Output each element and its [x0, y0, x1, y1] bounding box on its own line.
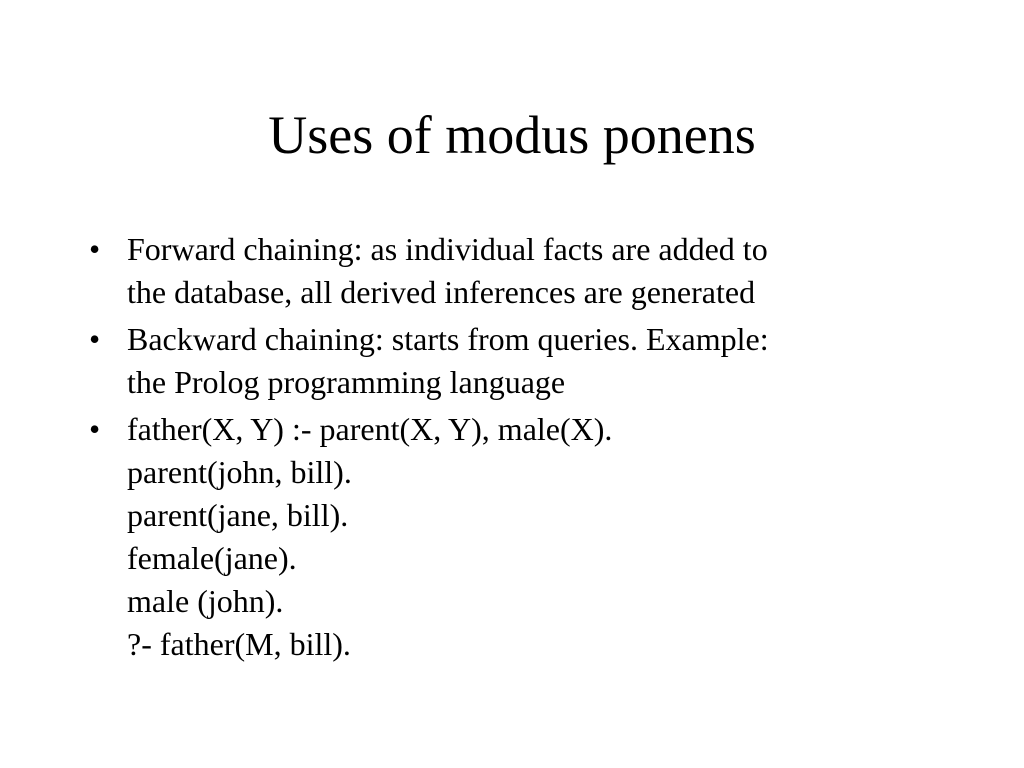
bullet-item-prolog-example [89, 408, 969, 666]
bullet-text-line: the Prolog programming language [127, 364, 566, 400]
bullet-icon: • [89, 411, 101, 447]
slide-title: Uses of modus ponens [268, 105, 756, 165]
bullet-text-line: Backward chaining: starts from queries. Example: [127, 321, 769, 357]
bullet-item-forward-chaining [89, 228, 969, 314]
bullet-item-backward-chaining [89, 318, 969, 404]
prolog-fact-line: parent(jane, bill). [127, 497, 349, 533]
prolog-fact-line: male (john). [127, 583, 284, 619]
prolog-rule-line: father(X, Y) :- parent(X, Y), male(X). [127, 411, 613, 447]
prolog-query-line: ?- father(M, bill). [127, 626, 351, 662]
bullet-text-line: Forward chaining: as individual facts are added to [127, 231, 768, 267]
bullet-text-line: the database, all derived inferences are generated [127, 274, 756, 310]
bullet-icon: • [89, 231, 101, 267]
bullet-icon: • [89, 321, 101, 357]
prolog-fact-line: parent(john, bill). [127, 454, 352, 490]
prolog-fact-line: female(jane). [127, 540, 297, 576]
bullet-list [89, 228, 969, 670]
